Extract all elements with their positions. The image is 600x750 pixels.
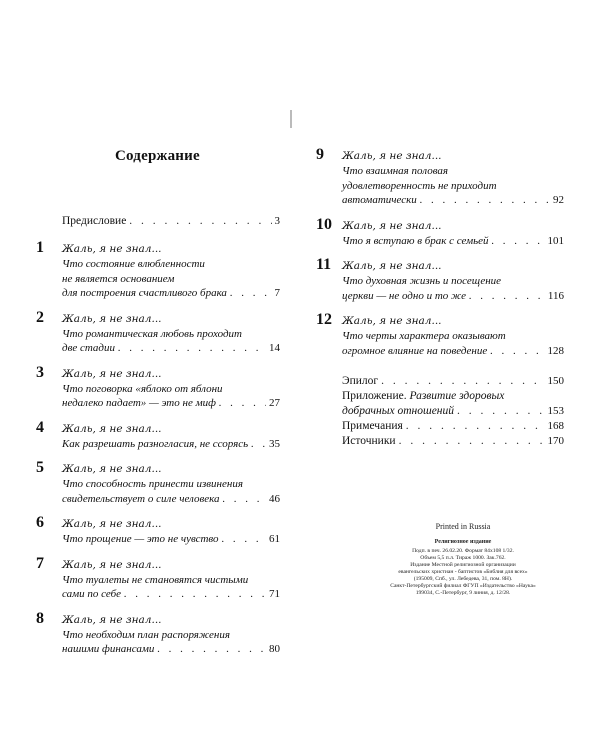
chapter-page: 14 xyxy=(269,342,280,354)
chapter-number: 5 xyxy=(36,459,44,476)
toc-chapter-1[interactable] xyxy=(36,239,280,301)
chapter-title-text: церкви — не одно и то же xyxy=(342,289,466,302)
toc-chapter-11[interactable] xyxy=(316,256,564,303)
chapter-page: 128 xyxy=(547,344,564,357)
chapter-title xyxy=(36,573,280,602)
chapter-heading xyxy=(36,239,280,257)
chapter-title-line xyxy=(342,234,564,249)
chapter-number: 8 xyxy=(36,609,44,627)
leader-dots xyxy=(492,234,545,249)
printed-in: Printed in Russia xyxy=(435,522,491,531)
leader-dots xyxy=(230,286,272,301)
toc-left-column xyxy=(36,214,280,665)
leader-dots xyxy=(420,193,550,208)
chapter-title xyxy=(36,628,280,657)
chapter-title-text: автоматически xyxy=(342,194,417,206)
toc-entry-sources[interactable] xyxy=(316,434,564,449)
chapter-title-text: Что состояние влюбленности xyxy=(62,258,205,270)
chapter-title-line xyxy=(62,382,280,397)
chapter-title xyxy=(316,274,564,303)
leader-dots xyxy=(399,434,545,449)
leader-dots xyxy=(219,396,266,411)
chapter-number: 10 xyxy=(316,215,332,233)
toc-chapter-4[interactable] xyxy=(36,419,280,452)
chapter-title-text: Что я вступаю в брак с семьей xyxy=(342,234,489,247)
chapter-number: 3 xyxy=(36,363,44,381)
imprint-line: Объем 5,5 п.л. Тираж 1000. Зак.762. xyxy=(420,555,506,561)
chapter-title xyxy=(316,234,564,249)
imprint-block xyxy=(368,522,558,597)
chapter-title-text: недалеко падает» — это не миф xyxy=(62,397,216,409)
chapter-head-text: Жаль, я не знал... xyxy=(62,558,162,571)
chapter-title-text: нашими финансами xyxy=(62,643,155,655)
chapter-number: 9 xyxy=(316,146,324,163)
chapter-number: 7 xyxy=(36,554,44,572)
sources-label: Источники xyxy=(342,435,396,447)
chapter-page: 35 xyxy=(269,437,280,450)
chapter-head-text: Жаль, я не знал... xyxy=(342,315,442,327)
toc-entry-appendix[interactable] xyxy=(316,389,564,419)
chapter-page: 71 xyxy=(269,588,280,600)
chapter-heading xyxy=(36,555,280,573)
chapter-number: 4 xyxy=(36,418,44,436)
chapter-heading xyxy=(36,309,280,327)
chapter-title-line xyxy=(62,587,280,602)
imprint-line: Религиозное издание xyxy=(434,539,492,545)
leader-dots xyxy=(124,587,266,602)
imprint-line: Санкт-Петербургский филиал ФГУП «Издательство «Наука» xyxy=(390,583,536,589)
preface-page: 3 xyxy=(274,215,280,227)
chapter-title-line xyxy=(342,274,564,289)
leader-dots xyxy=(406,419,545,434)
chapter-page: 61 xyxy=(269,533,280,545)
chapter-title-line xyxy=(62,272,280,287)
leader-dots xyxy=(157,642,266,657)
leader-dots xyxy=(490,344,544,359)
sources-page: 170 xyxy=(547,435,564,447)
chapter-title xyxy=(316,164,564,208)
chapter-head-text: Жаль, я не знал... xyxy=(62,518,162,530)
chapter-title-line xyxy=(342,193,564,208)
chapter-number: 6 xyxy=(36,514,44,531)
chapter-title-line xyxy=(62,257,280,272)
toc-chapter-5[interactable] xyxy=(36,459,280,506)
leader-dots xyxy=(381,374,544,389)
notes-label: Примечания xyxy=(342,420,403,432)
chapter-title-text: Что необходим план распоряжения xyxy=(62,628,230,641)
epilogue-page: 150 xyxy=(547,375,564,387)
chapter-title-text: Что туалеты не становятся чистыми xyxy=(62,573,249,586)
chapter-heading xyxy=(316,146,564,164)
chapter-heading xyxy=(36,610,280,628)
chapter-title-text: Что прощение — это не чувство xyxy=(62,533,219,545)
chapter-title xyxy=(36,382,280,411)
chapter-title-text: свидетельствует о силе человека xyxy=(62,492,220,505)
chapter-heading xyxy=(36,459,280,477)
chapter-title-line xyxy=(62,532,280,547)
toc-chapter-9[interactable] xyxy=(316,146,564,208)
chapter-title-text: не является основанием xyxy=(62,272,175,285)
chapter-title-text: Как разрешать разногласия, не ссорясь xyxy=(62,437,249,450)
chapter-title-text: сами по себе xyxy=(62,588,122,600)
toc-right-column xyxy=(316,146,564,449)
chapter-page: 46 xyxy=(269,492,280,505)
chapter-head-text: Жаль, я не знал... xyxy=(62,243,162,255)
toc-chapter-6[interactable] xyxy=(36,514,280,547)
chapter-head-text: Жаль, я не знал... xyxy=(62,367,162,380)
page-gutter-mark xyxy=(290,110,292,128)
chapter-head-text: Жаль, я не знал... xyxy=(62,422,162,435)
toc-chapter-2[interactable] xyxy=(36,309,280,356)
notes-page: 168 xyxy=(547,420,564,432)
preface-label: Предисловие xyxy=(62,215,127,227)
imprint-line: 199034, С.-Петербург, 9 линия, д. 12/28. xyxy=(415,590,511,596)
chapter-heading xyxy=(36,364,280,382)
chapter-title-line xyxy=(342,179,564,194)
chapter-title-text: Что способность принести извинения xyxy=(62,478,243,490)
toc-entry-epilogue[interactable] xyxy=(316,374,564,389)
chapter-title-text: удовлетворенность не приходит xyxy=(342,179,497,192)
chapter-title xyxy=(36,532,280,547)
chapter-page: 27 xyxy=(269,397,280,409)
chapter-title-line xyxy=(62,286,280,301)
chapter-page: 80 xyxy=(269,643,280,655)
chapter-page: 116 xyxy=(547,289,564,302)
chapter-title-line xyxy=(62,327,280,342)
chapter-number: 2 xyxy=(36,308,44,326)
imprint-line: Подп. в печ. 26.02.20. Формат 84x108 1/32. xyxy=(412,548,514,554)
chapter-title-text: огромное влияние на поведение xyxy=(342,344,488,357)
chapter-head-text: Жаль, я не знал... xyxy=(62,613,162,626)
leader-dots xyxy=(469,289,545,304)
chapter-title-line xyxy=(342,329,564,344)
chapter-title-line xyxy=(62,341,280,356)
toc-chapter-8[interactable] xyxy=(36,610,280,657)
chapter-head-text: Жаль, я не знал... xyxy=(62,312,162,325)
chapter-title-text: Что взаимная половая xyxy=(342,165,449,177)
chapter-title xyxy=(36,327,280,356)
toc-chapter-7[interactable] xyxy=(36,555,280,602)
toc-title: Содержание xyxy=(115,148,200,164)
chapter-page: 7 xyxy=(274,287,280,299)
chapter-title-line xyxy=(62,492,280,507)
leader-dots xyxy=(129,214,271,229)
chapter-title xyxy=(36,437,280,452)
chapter-head-text: Жаль, я не знал... xyxy=(342,150,442,162)
chapter-title-line xyxy=(62,396,280,411)
toc-entry-preface[interactable] xyxy=(36,214,280,229)
leader-dots xyxy=(118,341,266,356)
chapter-head-text: Жаль, я не знал... xyxy=(342,260,442,272)
toc-entry-notes[interactable] xyxy=(316,419,564,434)
chapter-title-line xyxy=(342,289,564,304)
chapter-heading xyxy=(36,419,280,437)
chapter-heading xyxy=(36,514,280,532)
leader-dots xyxy=(222,532,266,547)
imprint-line: (195009, Спб., ул. Лебедева, 31, пом. 8Н). xyxy=(413,576,513,582)
chapter-head-text: Жаль, я не знал... xyxy=(62,463,162,475)
chapter-title xyxy=(316,329,564,358)
leader-dots xyxy=(223,492,266,507)
imprint-line: Издание Местной религиозной организации xyxy=(410,562,516,568)
chapter-title-line xyxy=(62,573,280,588)
chapter-number: 11 xyxy=(316,256,332,273)
chapter-title-line xyxy=(62,628,280,643)
chapter-title xyxy=(36,477,280,506)
chapter-page: 101 xyxy=(547,234,564,247)
chapter-title xyxy=(36,257,280,301)
appendix-label-2: добрачных отношений xyxy=(342,405,455,417)
epilogue-label: Эпилог xyxy=(342,375,379,387)
toc-chapter-10[interactable] xyxy=(316,216,564,249)
chapter-number: 1 xyxy=(36,239,44,256)
leader-dots xyxy=(457,404,544,419)
chapter-title-text: Что черты характера оказывают xyxy=(342,330,506,342)
chapter-title-line xyxy=(62,642,280,657)
chapter-title-line xyxy=(342,164,564,179)
imprint-line: евангельских христиан - баптистов «Библия для всех» xyxy=(398,569,528,575)
chapter-title-line xyxy=(62,477,280,492)
chapter-title-text: Что романтическая любовь проходит xyxy=(62,327,242,340)
leader-dots xyxy=(251,437,266,452)
chapter-title-text: Что духовная жизнь и посещение xyxy=(342,275,502,287)
chapter-heading xyxy=(316,256,564,274)
appendix-page: 153 xyxy=(547,405,564,417)
chapter-title-text: Что поговорка «яблоко от яблони xyxy=(62,382,223,395)
chapter-heading xyxy=(316,216,564,234)
chapter-title-text: для построения счастливого брака xyxy=(62,287,227,299)
chapter-page: 92 xyxy=(553,194,564,206)
toc-chapter-12[interactable] xyxy=(316,311,564,358)
chapter-title-line xyxy=(342,344,564,359)
appendix-label-italic: Развитие здоровых xyxy=(409,390,505,402)
chapter-number: 12 xyxy=(316,311,332,328)
chapter-title-line xyxy=(62,437,280,452)
chapter-title-text: две стадии xyxy=(62,342,115,354)
toc-chapter-3[interactable] xyxy=(36,364,280,411)
chapter-head-text: Жаль, я не знал... xyxy=(342,219,442,232)
chapter-heading xyxy=(316,311,564,329)
appendix-label: Приложение. xyxy=(342,390,407,402)
